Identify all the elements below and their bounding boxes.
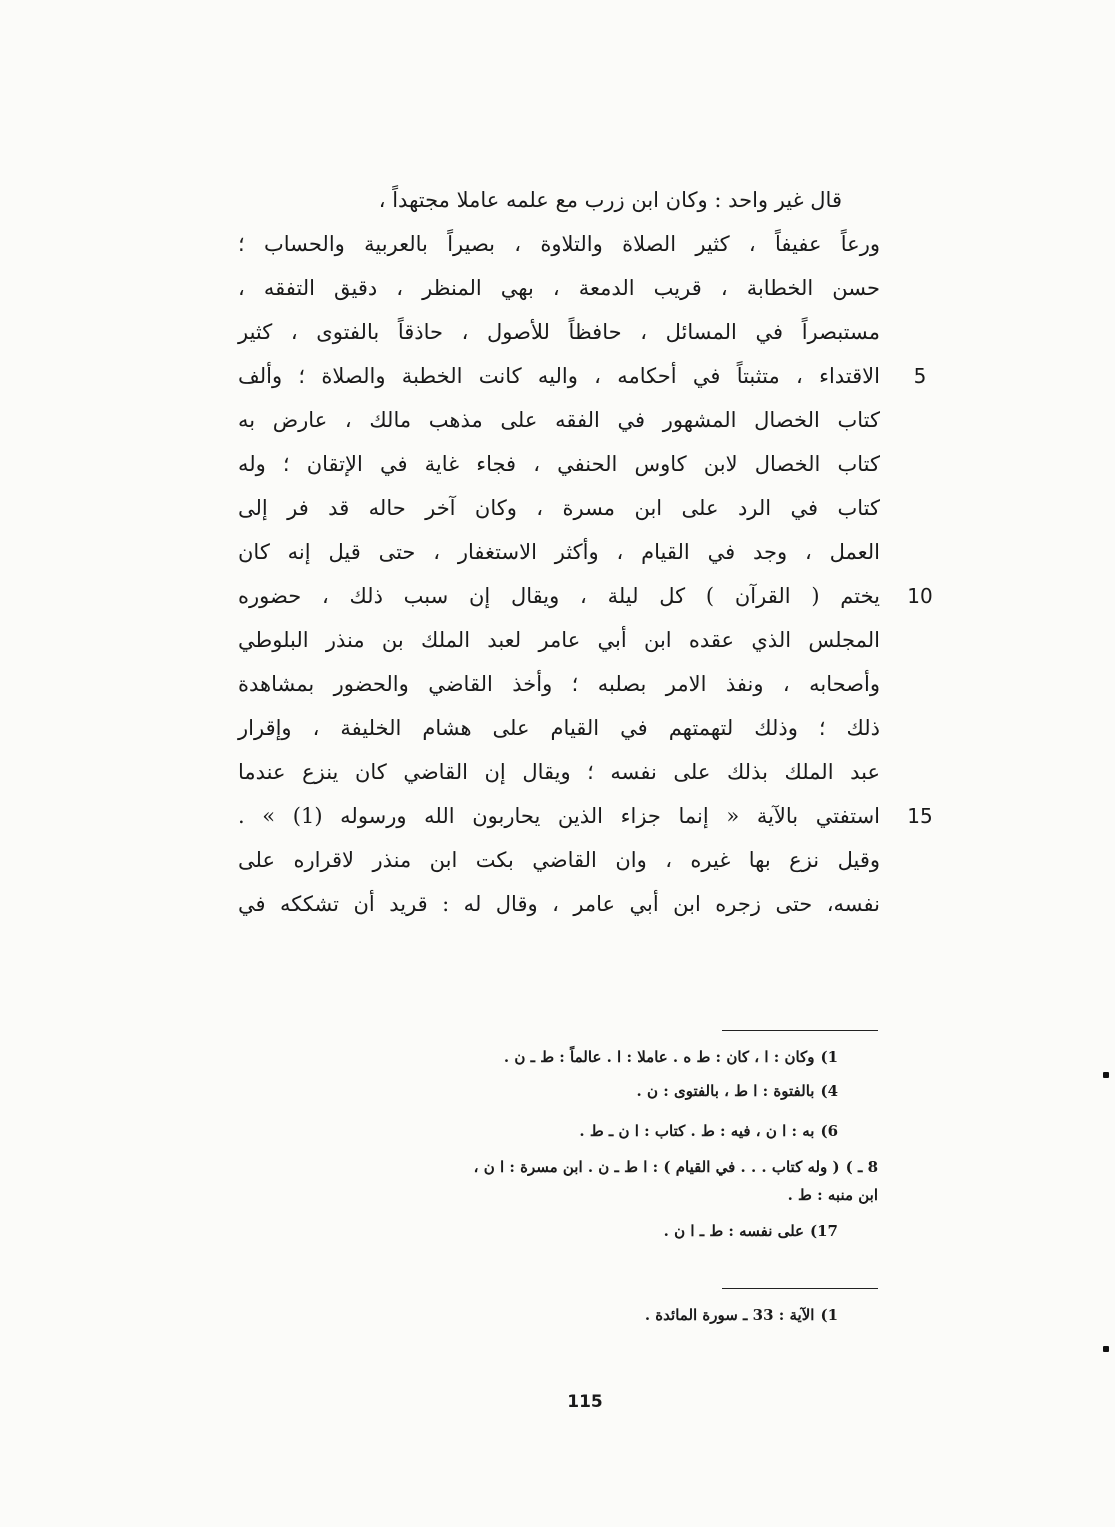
text-line-13: ذلك ؛ وذلك لتهمتهم في القيام على هشام الخليفة ، وإقرار [238, 716, 880, 740]
footnote [238, 1303, 838, 1327]
apparatus-note [238, 1119, 838, 1143]
footnote-number: 1) [820, 1306, 838, 1324]
text-line-3: حسن الخطابة ، قريب الدمعة ، بهي المنظر ، دقيق التفقه ، [238, 276, 880, 300]
text-line-5: الاقتداء ، متثبتاً في أحكامه ، واليه كانت الخطبة والصلاة ؛ وألف [238, 364, 880, 388]
text-line-7: كتاب الخصال لابن كاوس الحنفي ، فجاء غاية في الإتقان ؛ وله [238, 452, 880, 476]
apparatus-note [238, 1045, 838, 1069]
text-line-6: كتاب الخصال المشهور في الفقه على مذهب مالك ، عارض به [238, 408, 880, 432]
text-line-15: استفتي بالآية « إنما جزاء الذين يحاربون الله ورسوله (1) » . [238, 804, 880, 828]
note-text: ( وله كتاب . . . في القيام ) : ا ط ـ ن . ابن مسرة : ا ن ، [473, 1158, 840, 1176]
note-text: به : ا ن ، فيه : ط . كتاب : ا ن ـ ط . [579, 1122, 815, 1140]
text-line-14: عبد الملك بذلك على نفسه ؛ ويقال إن القاضي كان ينزع عندما [238, 760, 880, 784]
note-number: 8 ـ ) [845, 1158, 878, 1176]
text-line-12: وأصحابه ، ونفذ الامر بصلبه ؛ وأخذ القاضي والحضور بمشاهدة [238, 672, 880, 696]
scan-mark [1103, 1346, 1109, 1352]
apparatus-note [198, 1155, 878, 1179]
scan-mark [1103, 1072, 1109, 1078]
page-number: 115 [567, 1392, 603, 1412]
apparatus-note [238, 1079, 838, 1103]
footnote-text: الآية : 33 ـ سورة المائدة . [644, 1306, 815, 1324]
note-number: 1) [820, 1048, 838, 1066]
apparatus-note [238, 1219, 838, 1243]
note-text: على نفسه : ط ـ ا ن . [663, 1222, 805, 1240]
line-number-15: 15 [907, 804, 933, 828]
note-number: 17) [810, 1222, 838, 1240]
note-number: 4) [820, 1082, 838, 1100]
text-line-2: ورعاً عفيفاً ، كثير الصلاة والتلاوة ، بصيراً بالعربية والحساب ؛ [238, 232, 880, 256]
text-line-4: مستبصراً في المسائل ، حافظاً للأصول ، حاذقاً بالفتوى ، كثير [238, 320, 880, 344]
line-number-5: 5 [913, 364, 927, 388]
text-line-16: وقيل نزع بها غيره ، وان القاضي بكت ابن منذر لاقراره على [238, 848, 880, 872]
note-text: ابن منبه : ط . [787, 1186, 878, 1204]
text-line-8: كتاب في الرد على ابن مسرة ، وكان آخر حاله قد فر إلى [238, 496, 880, 520]
apparatus-divider [722, 1030, 878, 1031]
line-number-10: 10 [907, 584, 933, 608]
text-line-11: المجلس الذي عقده ابن أبي عامر لعبد الملك بن منذر البلوطي [238, 628, 880, 652]
apparatus-note-continuation [198, 1183, 878, 1207]
note-text: بالفتوة : ا ط ، بالفتوى : ن . [636, 1082, 815, 1100]
note-number: 6) [820, 1122, 838, 1140]
note-text: وكان : ا ، كان : ط ه . عاملا : ا . عالماً : ط ـ ن . [503, 1048, 815, 1066]
footnote-divider [722, 1288, 878, 1289]
text-line-17: نفسه، حتى زجره ابن أبي عامر ، وقال له : قريد أن تشككه في [238, 892, 880, 916]
text-line-1: قال غير واحد : وكان ابن زرب مع علمه عاملا مجتهداً ، [378, 188, 842, 212]
text-line-9: العمل ، وجد في القيام ، وأكثر الاستغفار ، حتى قيل إنه كان [238, 540, 880, 564]
text-line-10: يختم ( القرآن ) كل ليلة ، ويقال إن سبب ذلك ، حضوره [238, 584, 880, 608]
